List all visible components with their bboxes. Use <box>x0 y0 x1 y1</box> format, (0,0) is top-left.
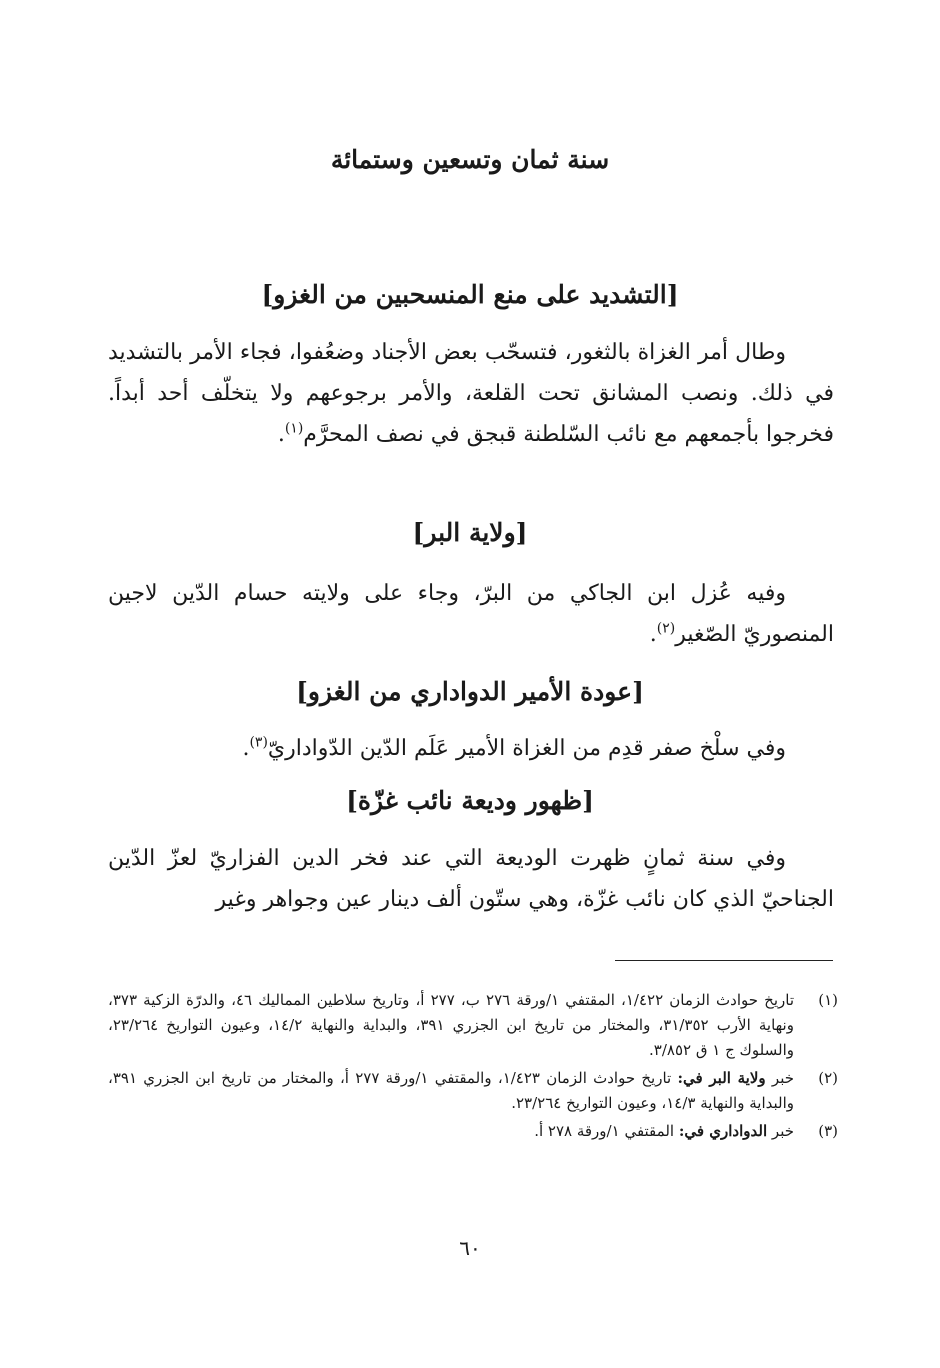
section-text-awdat-aldawadari <box>108 728 834 769</box>
footnote-lead: خبر <box>771 1069 794 1087</box>
footnote-body: المقتفي ١/ورقة ٢٧٨ أ. <box>534 1122 675 1140</box>
period: . <box>649 622 657 647</box>
footnote-text <box>108 1066 794 1116</box>
period: . <box>277 422 285 447</box>
footnote-text <box>108 1119 794 1144</box>
footnote-1 <box>108 988 838 1063</box>
footnote-body: تاريخ حوادث الزمان ١/٤٢٢، المقتفي ١/ورقة ٢٧٦ ب، ٢٧٧ أ، وتاريخ سلاطين المماليك ٤٦، والدرّة الزكية ٣٧٣، ونهاية الأرب ٣١/٣٥٢، والمختار من تاريخ ابن الجزري ٣٩١، والبداية والنهاية ١٤/٢، وعيون التواريخ ٢٣/٢٦٤، والسلوك ج ١ ق ٣/٨٥٢. <box>108 991 795 1059</box>
paragraph-text: وفي سلْخ صفر قدِم من الغزاة الأمير عَلَم الدّين الدّواداريّ <box>267 736 786 761</box>
footnote-ref-2: (٢) <box>656 620 676 637</box>
footnote-number: (٣) <box>818 1122 838 1140</box>
section-heading-wilayat-albar: [ولاية البر] <box>412 518 528 547</box>
period: . <box>242 736 250 761</box>
footnote-bold-label: الدواداري في: <box>678 1122 768 1140</box>
footnote-separator <box>615 960 833 961</box>
footnote-text <box>108 988 794 1063</box>
footnotes <box>108 988 838 1147</box>
footnote-number: (٢) <box>818 1069 838 1087</box>
footnote-2 <box>108 1066 838 1116</box>
paragraph-text: وفيه عُزل ابن الجاكي من البرّ، وجاء على ولايته حسام الدّين لاجين المنصوريّ الصّغير <box>108 581 834 647</box>
footnote-body: تاريخ حوادث الزمان ١/٤٢٣، والمقتفي ١/ورقة ٢٧٧ أ، والمختار من تاريخ ابن الجزري ٣٩١، والبداية والنهاية ١٤/٣، وعيون التواريخ ٢٣/٢٦٤. <box>108 1069 794 1112</box>
year-title: سنة ثمان وتسعين وستمائة <box>330 145 610 174</box>
section-heading-awdat-aldawadari: [عودة الأمير الدواداري من الغزو] <box>296 677 644 706</box>
section-text-tashdid <box>108 332 834 455</box>
page-number: ٦٠ <box>459 1236 481 1260</box>
paragraph-text: وفي سنة ثمانٍ ظهرت الوديعة التي عند فخر الدين الفزاريّ لعزّ الدّين الجناحيّ الذي كان نائب غزّة، وهي ستّون ألف دينار عين وجواهر وغير <box>108 846 834 912</box>
footnote-ref-1: (١) <box>284 420 304 437</box>
section-text-wilayat-albar <box>108 573 834 655</box>
footnote-lead: خبر <box>771 1122 794 1140</box>
paragraph-text: وطال أمر الغزاة بالثغور، فتسحّب بعض الأجناد وضعُفوا، فجاء الأمر بالتشديد في ذلك. ونصب المشانق تحت القلعة، والأمر برجوعهم ولا يتخلّف أحد أبداً. فخرجوا بأجمعهم مع نائب السّلطنة قبجق في نصف المحرَّم <box>108 340 834 447</box>
footnote-3 <box>108 1119 838 1144</box>
section-heading-tashdid: [التشديد على منع المنسحبين من الغزو] <box>261 280 679 309</box>
section-text-zuhur-wadia <box>108 838 834 920</box>
section-heading-zuhur-wadia: [ظهور وديعة نائب غزّة] <box>346 786 594 815</box>
footnote-number: (١) <box>818 991 838 1009</box>
footnote-ref-3: (٣) <box>249 734 268 751</box>
footnote-bold-label: ولاية البر في: <box>677 1069 766 1087</box>
